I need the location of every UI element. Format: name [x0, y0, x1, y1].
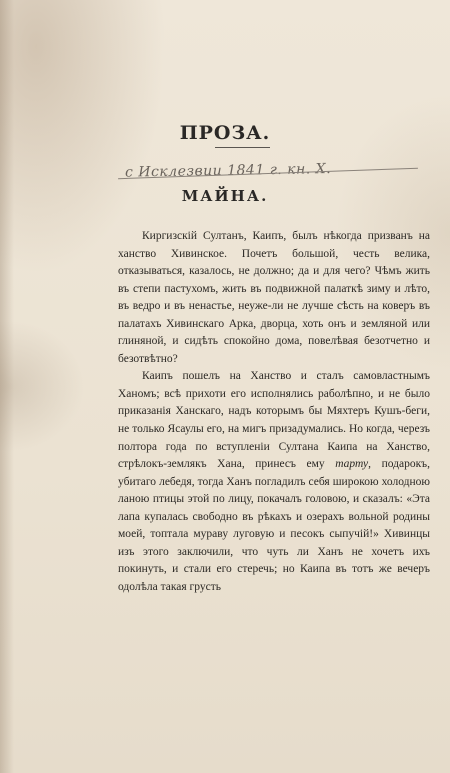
page-edge-stain: [0, 0, 14, 773]
paragraph: [118, 228, 430, 368]
italic-word: тарту: [335, 458, 369, 471]
paragraph-text: Киргизскій Султанъ, Каипъ, былъ нѣкогда призванъ на ханство Хивинское. Почетъ большой, честь велика, отказываться, казалось, не должно; да и для чего? Чѣмъ жить въ степи пастухомъ, жить въ подвижной палаткѣ зиму и лѣто, въ ведро и въ ненастье, неуже-ли не лучше сѣсть на коверъ въ палатахъ Хивинскаго Арка, дворца, хоть онъ и земляной или глиняной, и сидѣть спокойно дома, повелѣвая безотчетно и безотвѣтно?: [118, 230, 430, 365]
section-title: ПРОЗА.: [179, 122, 271, 144]
section-title-underline: [215, 147, 270, 148]
paragraph-text: , подарокъ, убитаго лебедя, тогда Ханъ погладилъ себя широкою холодною ланою птицы этой по лицу, покачалъ головою, и сказалъ: «Эта лапа купалась свободно въ рѣкахъ и озерахъ вольной родины моей, топтала мураву луговую и песокъ сыпучій!» Хивинцы изъ этого заключили, что чуть ли Ханъ не хочетъ ихъ покинуть, и стали его стеречь; но Каипа въ тотъ же вечеръ одолѣла такая грусть: [118, 458, 431, 593]
piece-title: МАЙНА.: [181, 187, 269, 205]
paragraph: [118, 368, 430, 596]
body-text: [118, 228, 430, 596]
paragraph-text: Каипъ пошелъ на Ханство и сталъ самовластнымъ Ханомъ; всѣ прихоти его исполнялись раболѣпно, и не было приказанія Ханскаго, надъ которымъ бы Мяхтеръ Кушъ-беги, не только Ясаулы его, на мигъ призадумались. Но когда, черезъ полтора года по вступленіи Султана Каипа на Ханство, стрѣлокъ-землякъ Хана, принесъ ему: [118, 370, 430, 471]
handwritten-annotation: с Исклезвии 1841 г. кн. X.: [124, 161, 332, 181]
